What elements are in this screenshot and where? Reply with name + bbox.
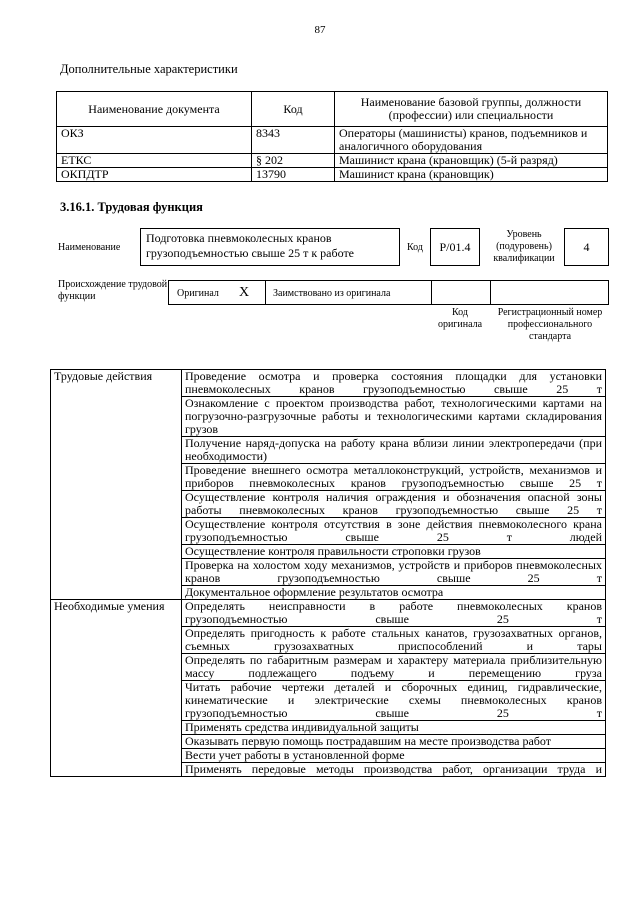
labor-action-item: Проведение внешнего осмотра металлоконструкций, устройств, механизмов и приборов пневмоколесных кранов грузоподъемностью свыше 25 т — [182, 464, 606, 491]
name-label: Наименование — [58, 242, 121, 253]
function-heading: 3.16.1. Трудовая функция — [60, 200, 203, 214]
skills-label: Необходимые умения — [51, 600, 182, 777]
table-header-row — [57, 92, 608, 127]
table-cell: ОКПДТР — [57, 168, 252, 182]
skill-item: Определять пригодность к работе стальных канатов, грузозахватных органов, съемных грузозахватных приспособлений и тары — [182, 627, 606, 654]
labor-action-item: Проверка на холостом ходу механизмов, устройств и приборов пневмоколесных кранов грузоподъемностью свыше 25 т — [182, 559, 606, 586]
table-cell: ОКЗ — [57, 127, 252, 154]
origin-row — [168, 280, 609, 305]
function-code-box: P/01.4 — [430, 228, 480, 266]
table-row — [57, 168, 608, 182]
labor-action-item: Осуществление контроля правильности строповки грузов — [182, 545, 606, 559]
table-cell: Операторы (машинисты) кранов, подъемников и аналогичного оборудования — [335, 127, 608, 154]
skill-item: Определять неисправности в работе пневмоколесных кранов грузоподъемностью свыше 25 т — [182, 600, 606, 627]
labor-action-item: Документальное оформление результатов осмотра — [182, 586, 606, 600]
skill-item: Оказывать первую помощь пострадавшим на месте производства работ — [182, 735, 606, 749]
skill-item: Применять передовые методы производства работ, организации труда и — [182, 763, 606, 777]
level-label: Уровень (подуровень) квалификации — [493, 229, 555, 264]
labor-action-item: Ознакомление с проектом производства работ, технологическими картами на погрузочно-разгрузочные работы и технологическими картами складирования грузов — [182, 397, 606, 437]
table-cell: Машинист крана (крановщик) (5-й разряд) — [335, 154, 608, 168]
header-code: Код — [252, 92, 335, 127]
original-checkmark: X — [239, 285, 250, 300]
labor-action-item: Получение наряд-допуска на работу крана вблизи линии электропередачи (при необходимости) — [182, 437, 606, 464]
original-label: Оригинал — [177, 288, 219, 299]
function-details-table — [50, 369, 606, 777]
divider — [431, 281, 432, 304]
table-cell: ЕТКС — [57, 154, 252, 168]
level-value-box: 4 — [564, 228, 609, 266]
header-group-name: Наименование базовой группы, должности (профессии) или специальности — [335, 92, 608, 127]
header-doc-name: Наименование документа — [57, 92, 252, 127]
skill-item: Применять средства индивидуальной защиты — [182, 721, 606, 735]
code-label: Код — [407, 242, 423, 253]
table-cell: 8343 — [252, 127, 335, 154]
divider — [265, 281, 266, 304]
registration-number-label: Регистрационный номер профессионального стандарта — [497, 307, 603, 342]
skill-item: Определять по габаритным размерам и характеру материала приблизительную массу подлежащего подъему и перемещению груза — [182, 654, 606, 681]
table-row — [51, 370, 606, 397]
skill-item: Вести учет работы в установленной форме — [182, 749, 606, 763]
reference-table — [56, 91, 608, 182]
code-original-label: Код оригинала — [437, 307, 483, 330]
page-number: 87 — [314, 24, 326, 36]
table-row — [57, 154, 608, 168]
borrowed-label: Заимствовано из оригинала — [273, 288, 391, 299]
table-row — [51, 600, 606, 627]
origin-label: Происхождение трудовой функции — [58, 279, 168, 302]
section-title: Дополнительные характеристики — [60, 62, 238, 76]
table-row — [57, 127, 608, 154]
divider — [490, 281, 491, 304]
function-name-box: Подготовка пневмоколесных кранов грузоподъемностью свыше 25 т к работе — [140, 228, 400, 266]
labor-action-item: Проведение осмотра и проверка состояния площадки для установки пневмоколесных кранов грузоподъемностью свыше 25 т — [182, 370, 606, 397]
skill-item: Читать рабочие чертежи деталей и сборочных единиц, гидравлические, кинематические и электрические схемы пневмоколесных кранов грузоподъемностью свыше 25 т — [182, 681, 606, 721]
table-cell: 13790 — [252, 168, 335, 182]
labor-actions-label: Трудовые действия — [51, 370, 182, 600]
table-cell: § 202 — [252, 154, 335, 168]
labor-action-item: Осуществление контроля наличия ограждения и обозначения опасной зоны работы пневмоколесных кранов грузоподъемностью свыше 25 т — [182, 491, 606, 518]
labor-action-item: Осуществление контроля отсутствия в зоне действия пневмоколесного крана грузоподъемностью свыше 25 т людей — [182, 518, 606, 545]
table-cell: Машинист крана (крановщик) — [335, 168, 608, 182]
